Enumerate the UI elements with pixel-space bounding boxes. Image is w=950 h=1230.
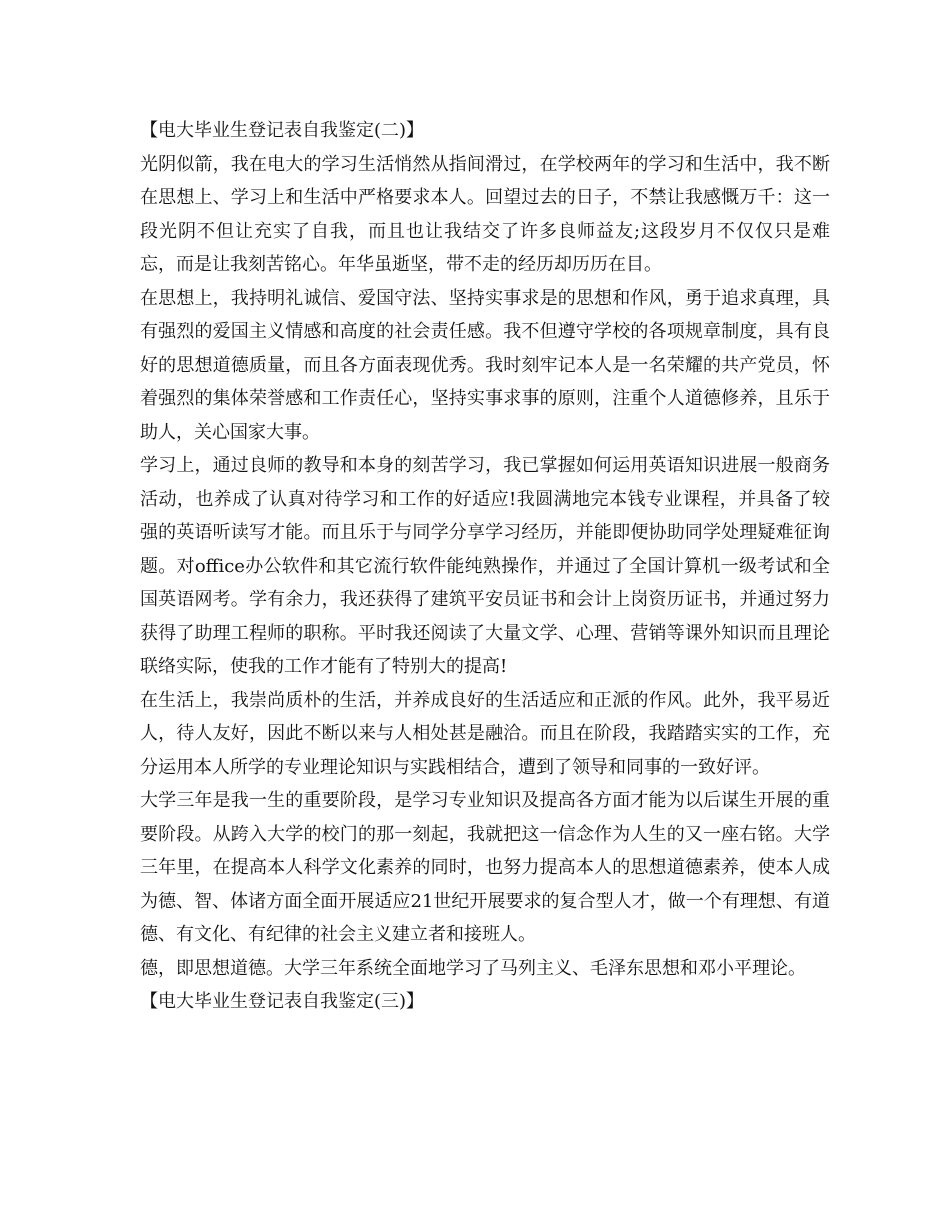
document-body: [140, 114, 830, 1019]
paragraph-university: 大学三年是我一生的重要阶段，是学习专业知识及提高各方面才能为以后谋生开展的重要阶段。从跨入大学的校门的那一刻起，我就把这一信念作为人生的又一座右铭。大学三年里，在提高本人科学文化素养的同时，也努力提高本人的思想道德素养，使本人成为德、智、体诸方面全面开展适应21世纪开展要求的复合型人才，做一个有理想、有道德、有文化、有纪律的社会主义建立者和接班人。: [140, 790, 830, 945]
paragraph-study: 学习上，通过良师的教导和本身的刻苦学习，我已掌握如何运用英语知识进展一般商务活动，也养成了认真对待学习和工作的好适应!我圆满地完本钱专业课程，并具备了较强的英语听读写才能。而且乐于与同学分享学习经历，并能即便协助同学处理疑难征询题。对office办公软件和其它流行软件能纯熟操作，并通过了全国计算机一级考试和全国英语网考。学有余力，我还获得了建筑平安员证书和会计上岗资历证书，并通过努力获得了助理工程师的职称。平时我还阅读了大量文学、心理、营销等课外知识而且理论联络实际，使我的工作才能有了特别大的提高!: [140, 455, 830, 677]
paragraph-life: 在生活上，我崇尚质朴的生活，并养成良好的生活适应和正派的作风。此外，我平易近人，待人友好，因此不断以来与人相处甚是融洽。而且在阶段，我踏踏实实的工作，充分运用本人所学的专业理论知识与实践相结合，遭到了领导和同事的一致好评。: [140, 689, 830, 778]
section-heading-three: 【电大毕业生登记表自我鉴定(三)】: [140, 991, 425, 1012]
section-heading-two: 【电大毕业生登记表自我鉴定(二)】: [140, 120, 425, 141]
paragraph-intro: 光阴似箭，我在电大的学习生活悄然从指间滑过，在学校两年的学习和生活中，我不断在思想上、学习上和生活中严格要求本人。回望过去的日子，不禁让我感慨万千：这一段光阴不但让充实了自我，而且也让我结交了许多良师益友;这段岁月不仅仅只是难忘，而是让我刻苦铭心。年华虽逝坚，带不走的经历却历历在目。: [140, 153, 830, 275]
paragraph-morality: 德，即思想道德。大学三年系统全面地学习了马列主义、毛泽东思想和邓小平理论。: [140, 957, 806, 979]
paragraph-thought: 在思想上，我持明礼诚信、爱国守法、坚持实事求是的思想和作风，勇于追求真理，具有强烈的爱国主义情感和高度的社会责任感。我不但遵守学校的各项规章制度，具有良好的思想道德质量，而且各方面表现优秀。我时刻牢记本人是一名荣耀的共产党员，怀着强烈的集体荣誉感和工作责任心，坚持实事求事的原则，注重个人道德修养，且乐于助人，关心国家大事。: [140, 287, 830, 443]
